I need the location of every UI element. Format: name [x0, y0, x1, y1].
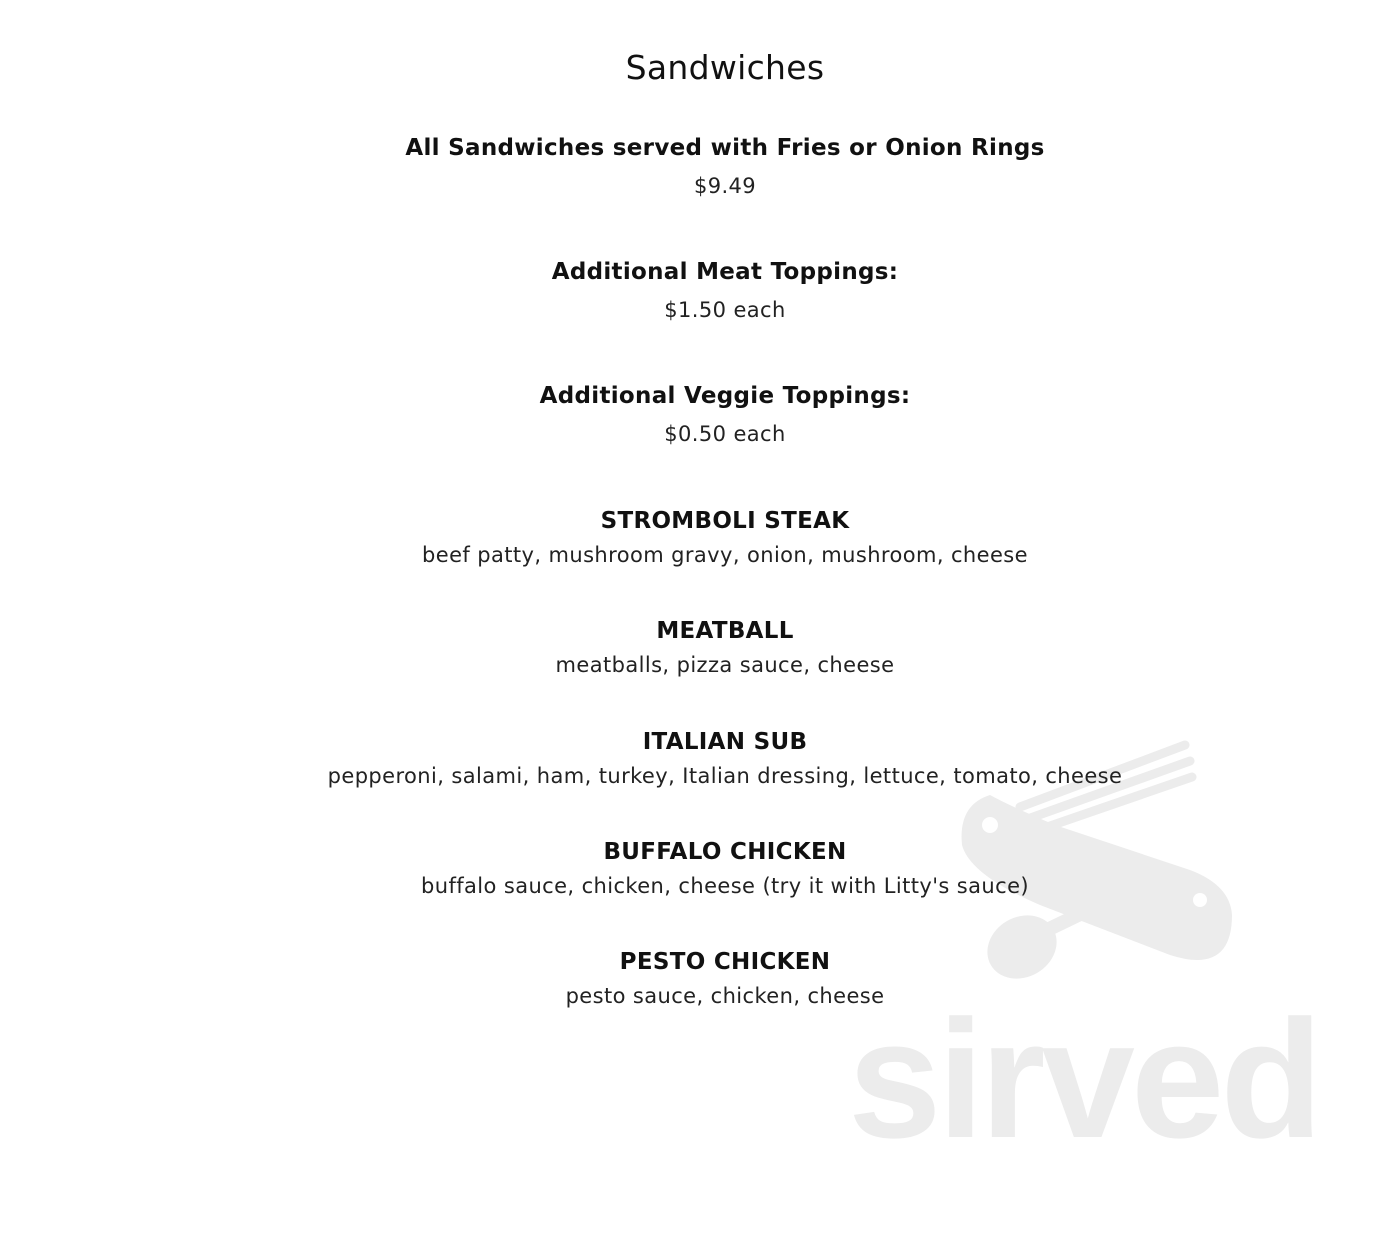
menu-item	[0, 837, 1381, 901]
pricing-heading: Additional Meat Toppings:	[551, 259, 899, 285]
menu-item-name: BUFFALO CHICKEN	[603, 839, 847, 865]
menu-item	[0, 616, 1381, 680]
pricing-block	[0, 133, 1381, 201]
menu-item	[0, 947, 1381, 1011]
menu-item-name: ITALIAN SUB	[642, 729, 808, 755]
menu-item-description: pesto sauce, chicken, cheese	[565, 984, 885, 1008]
menu-item-name: STROMBOLI STEAK	[600, 508, 850, 534]
page-title: Sandwiches	[625, 48, 825, 88]
pricing-block	[0, 381, 1381, 449]
pricing-block	[0, 257, 1381, 325]
sirved-watermark	[840, 735, 1340, 1155]
pricing-price: $9.49	[693, 174, 757, 198]
menu-item	[0, 727, 1381, 791]
menu-item-name: PESTO CHICKEN	[619, 949, 831, 975]
pricing-heading: Additional Veggie Toppings:	[539, 383, 911, 409]
menu-item-name: MEATBALL	[656, 618, 794, 644]
menu-item-description: meatballs, pizza sauce, cheese	[555, 653, 895, 677]
watermark-text: sirved	[848, 985, 1319, 1155]
menu-item-description: buffalo sauce, chicken, cheese (try it with Litty's sauce)	[421, 874, 1029, 898]
pricing-price: $1.50 each	[664, 298, 786, 322]
menu-item-description: beef patty, mushroom gravy, onion, mushroom, cheese	[422, 543, 1028, 567]
pricing-heading: All Sandwiches served with Fries or Onion Rings	[405, 135, 1045, 161]
menu-item-description: pepperoni, salami, ham, turkey, Italian dressing, lettuce, tomato, cheese	[327, 764, 1123, 788]
pricing-price: $0.50 each	[664, 422, 786, 446]
menu-item	[0, 506, 1381, 570]
